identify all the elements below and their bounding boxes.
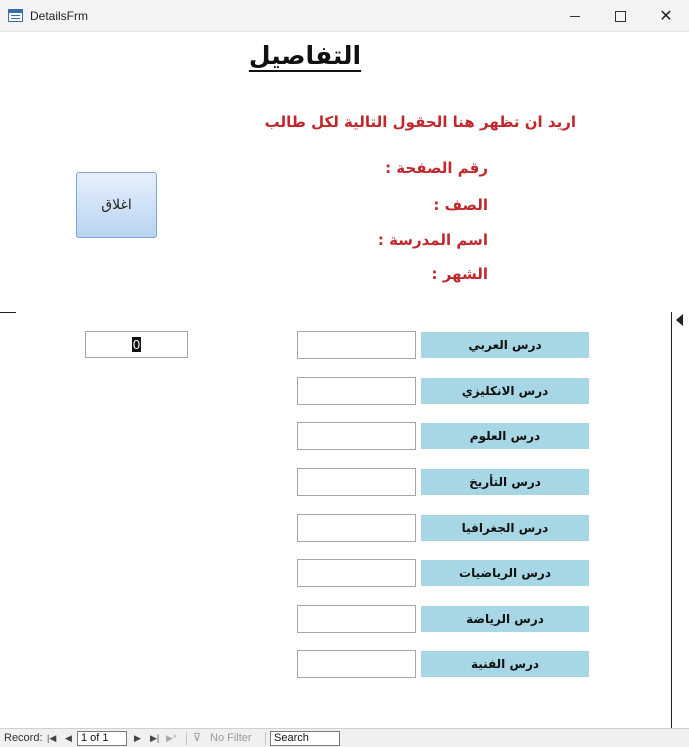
page-number-label: رقم الصفحة : bbox=[385, 159, 488, 177]
subject-label-math: درس الرياضيات bbox=[421, 560, 589, 586]
subject-row-science bbox=[297, 422, 589, 450]
subject-row-math bbox=[297, 559, 589, 587]
new-record-icon[interactable]: ▶* bbox=[166, 733, 177, 743]
count-value: 0 bbox=[132, 337, 141, 352]
last-record-icon[interactable]: ▶| bbox=[150, 733, 160, 743]
form-edge-line bbox=[671, 312, 672, 728]
count-textbox[interactable] bbox=[85, 331, 188, 358]
subject-label-arabic: درس العربي bbox=[421, 332, 589, 358]
form-canvas bbox=[0, 33, 671, 728]
scroll-left-icon[interactable] bbox=[676, 314, 683, 326]
subject-label-sports: درس الرياضة bbox=[421, 606, 589, 632]
maximize-icon bbox=[615, 11, 626, 22]
next-record-icon[interactable]: ▶ bbox=[134, 733, 141, 743]
window-close-button[interactable] bbox=[643, 0, 689, 32]
subject-row-geography bbox=[297, 514, 589, 542]
subject-row-arabic bbox=[297, 331, 589, 359]
close-form-button[interactable]: اغلاق bbox=[76, 172, 157, 238]
close-icon: ✕ bbox=[659, 6, 673, 25]
title-bar bbox=[0, 0, 689, 32]
record-label: Record: bbox=[4, 732, 43, 744]
subject-label-science: درس العلوم bbox=[421, 423, 589, 449]
month-label: الشهر : bbox=[431, 265, 488, 283]
subject-row-english bbox=[297, 377, 589, 405]
subject-input-math[interactable] bbox=[297, 559, 416, 587]
subject-input-english[interactable] bbox=[297, 377, 416, 405]
school-name-label: اسم المدرسة : bbox=[377, 231, 488, 249]
filter-icon[interactable]: ⊽ bbox=[193, 732, 202, 744]
subject-input-science[interactable] bbox=[297, 422, 416, 450]
no-filter-button[interactable]: No Filter bbox=[210, 732, 252, 744]
form-title: التفاصيل bbox=[248, 41, 362, 70]
subject-label-geography: درس الجغرافيا bbox=[421, 515, 589, 541]
form-window-icon bbox=[8, 9, 23, 22]
minimize-icon bbox=[570, 16, 580, 17]
subject-label-history: درس التأريخ bbox=[421, 469, 589, 495]
maximize-button[interactable] bbox=[597, 0, 643, 32]
subject-row-history bbox=[297, 468, 589, 496]
note-text: اريد ان تظهر هنا الحقول التالية لكل طالب bbox=[264, 113, 576, 131]
subject-input-art[interactable] bbox=[297, 650, 416, 678]
window-title: DetailsFrm bbox=[30, 9, 89, 23]
subject-label-english: درس الانكليزي bbox=[421, 378, 589, 404]
record-position-input[interactable]: 1 of 1 bbox=[77, 731, 127, 746]
subject-input-history[interactable] bbox=[297, 468, 416, 496]
subject-row-art bbox=[297, 650, 589, 678]
previous-record-icon[interactable]: ◀ bbox=[65, 733, 72, 743]
nav-separator bbox=[186, 732, 187, 745]
nav-separator bbox=[265, 732, 266, 745]
first-record-icon[interactable]: |◀ bbox=[47, 733, 57, 743]
subject-row-sports bbox=[297, 605, 589, 633]
record-navigation-bar bbox=[0, 728, 689, 747]
search-input[interactable]: Search bbox=[270, 731, 340, 746]
section-divider bbox=[0, 312, 16, 313]
subject-label-art: درس الفنية bbox=[421, 651, 589, 677]
subject-input-arabic[interactable] bbox=[297, 331, 416, 359]
subject-input-geography[interactable] bbox=[297, 514, 416, 542]
minimize-button[interactable] bbox=[552, 0, 598, 32]
subject-input-sports[interactable] bbox=[297, 605, 416, 633]
class-label: الصف : bbox=[433, 196, 488, 214]
